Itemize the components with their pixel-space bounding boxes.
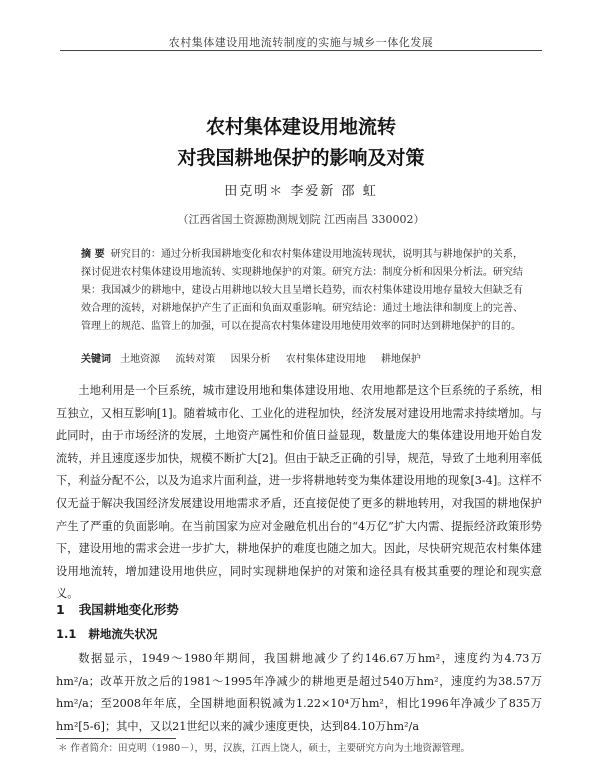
footnote: ＊ 作者简介：田克明（1980－），男，汉族，江西上饶人，硕士，主要研究方向为土地资源管理。 [58,743,470,754]
section-1-heading [56,600,193,618]
section-1-1-title: 耕地流失状况 [88,627,158,641]
authors: 田克明＊ 李爱新 邵 虹 [224,184,378,199]
affiliation: （江西省国土资源勘测规划院 江西南昌 330002） [177,213,425,226]
header-rule [60,50,542,51]
title-line-1: 农村集体建设用地流转 [205,116,396,138]
keyword: 农村集体建设用地 [285,354,366,365]
section-1-1-number: 1.1 [56,627,77,641]
abstract-label: 摘 要 [81,249,105,260]
keyword: 因果分析 [230,354,271,365]
keywords-label: 关键词 [81,354,111,365]
section-1-1-paragraph: 数据显示，1949～1980年期间，我国耕地减少了约146.67万hm²，速度约为4.73万hm²/a；改革开放之后的1981～1995年净减少的耕地更是超过540万hm²，速度约为38.57万hm²/a；至2008年年底，全国耕地面积锐减为1.22×10⁴万hm²，相比1996年净减少了835万hm²[5-6]；其中，又以21世纪以来的减少速度更快，达到84.10万hm²/a [56,652,542,733]
keywords [81,350,523,365]
keyword: 流转对策 [175,354,216,365]
title-line-2: 对我国耕地保护的影响及对策 [177,147,425,169]
abstract-text: 研究目的：通过分析我国耕地变化和农村集体建设用地流转现状，说明其与耕地保护的关系，探讨促进农村集体建设用地流转、实现耕地保护的对策。研究方法：制度分析和因果分析法。研究结果：我国减少的耕地中，建设占用耕地以较大且呈增长趋势，而农村集体建设用地存量较大但缺乏有效合理的流转，对耕地保护产生了正面和负面双重影响。研究结论：通过土地法律和制度上的完善、管理上的规范、监管上的加强，可以在提高农村集体建设用地使用效率的同时达到耕地保护的目的。 [81,249,524,332]
abstract [81,246,523,336]
running-header: 农村集体建设用地流转制度的实施与城乡一体化发展 [168,36,434,49]
intro-paragraph: 土地利用是一个巨系统，城市建设用地和集体建设用地、农用地都是这个巨系统的子系统，相互独立，又相互影响[1]。随着城市化、工业化的进程加快，经济发展对建设用地需求持续增加。与此同时，由于市场经济的发展，土地资产属性和价值日益显现，数量庞大的集体建设用地开始自发流转，并且速度逐步加快，规模不断扩大[2]。但由于缺乏正确的引导，规范，导致了土地利用率低下，利益分配不公，以及为追求片面利益，进一步将耕地转变为集体建设用地的现象[3-4]。这样不仅无益于解决我国经济发展建设用地需求矛盾，还直接促使了更多的耕地转用，对我国的耕地保护产生了严重的负面影响。在当前国家为应对金融危机出台的“4万亿”扩大内需、提振经济政策形势下，建设用地的需求会进一步扩大，耕地保护的难度也随之加大。因此，尽快研究规范农村集体建设用地流转，增加建设用地供应，同时实现耕地保护的对策和途径具有极其重要的理论和现实意义。 [56,384,542,601]
footnote-rule [56,738,176,739]
keyword: 耕地保护 [380,354,421,365]
section-1-number: 1 [56,602,65,617]
keyword: 土地资源 [120,354,161,365]
section-1-1-heading [56,626,169,642]
section-1-title: 我国耕地变化形势 [78,602,179,617]
